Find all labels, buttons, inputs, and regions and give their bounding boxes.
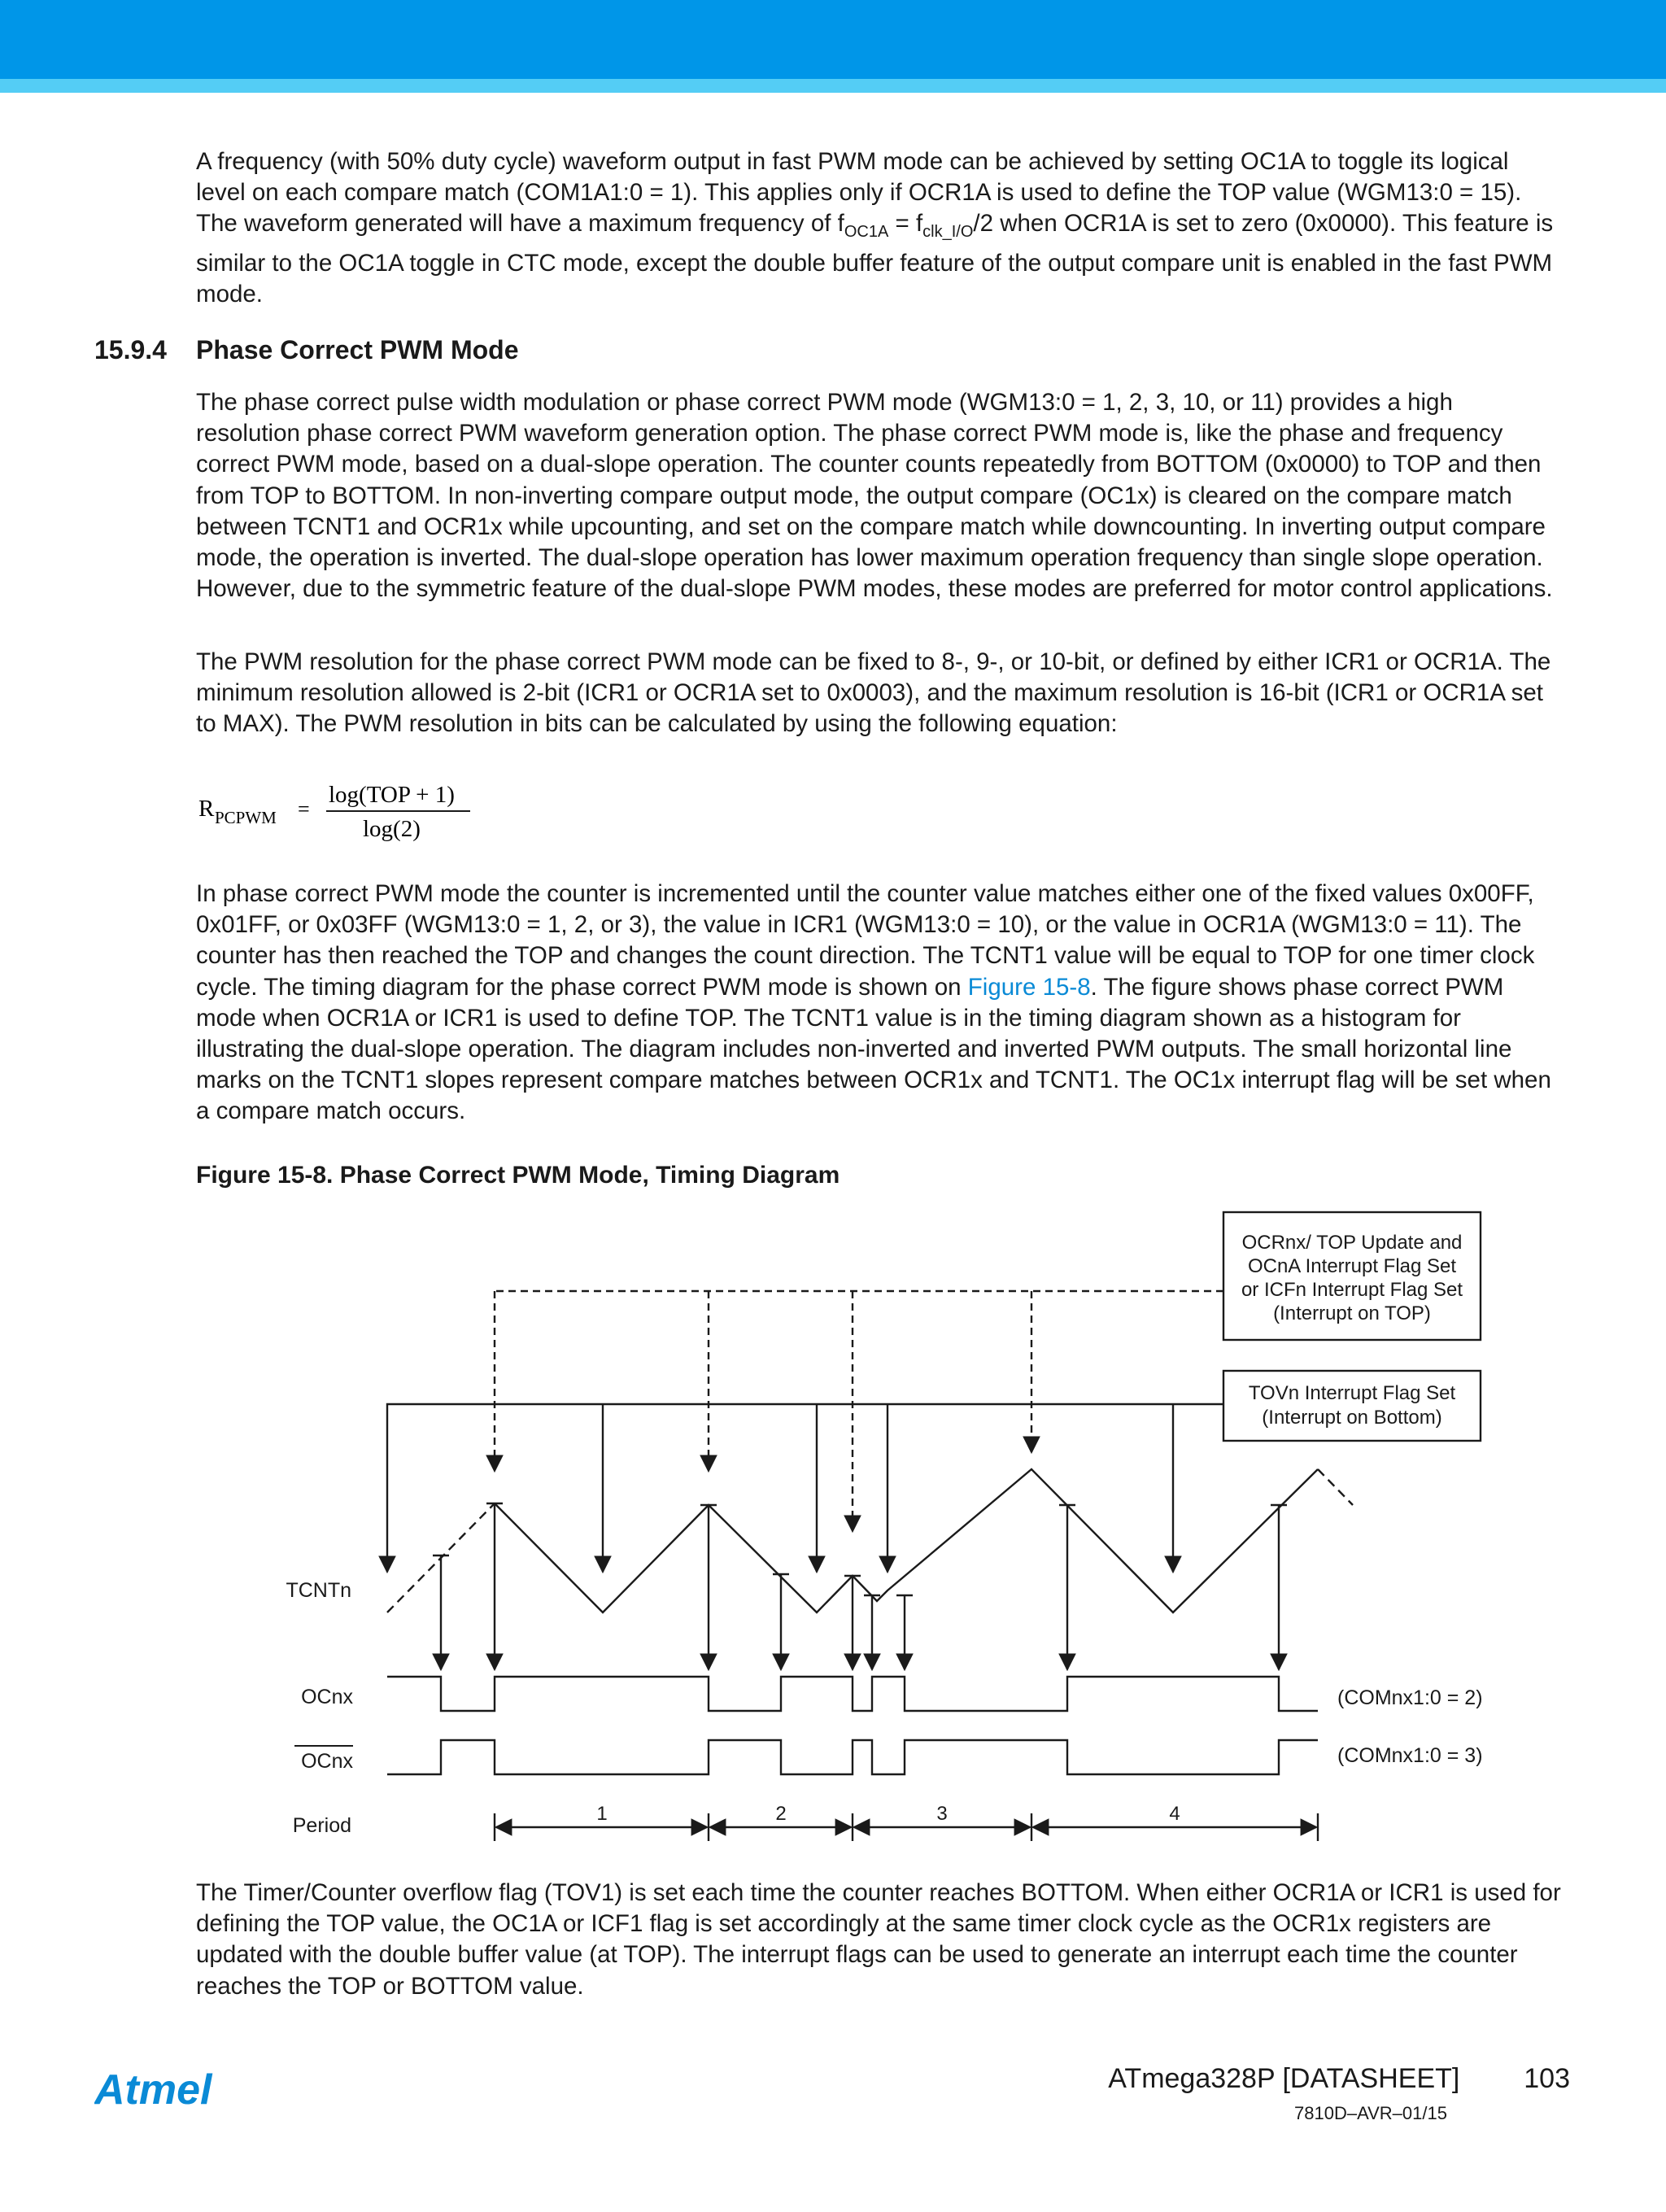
page-number: 103 — [1524, 2063, 1570, 2094]
top-box-line-1: OCRnx/ TOP Update and — [1241, 1232, 1463, 1254]
top-box-line-4: (Interrupt on TOP) — [1273, 1302, 1431, 1324]
bottom-box-line-1: TOVn Interrupt Flag Set — [1248, 1382, 1456, 1404]
eq-lhs: R — [198, 796, 215, 822]
eq-denominator: log(2) — [363, 816, 421, 842]
ocnx-label: OCnx — [301, 1686, 353, 1708]
atmel-logo-graphic — [94, 2066, 249, 2115]
svg-text:Atmel: Atmel — [94, 2066, 212, 2114]
period-label-2: 2 — [775, 1803, 787, 1825]
atmel-logo — [94, 2066, 249, 2119]
eq-numerator: log(TOP + 1) — [329, 782, 455, 808]
bottom-box-line-2: (Interrupt on Bottom) — [1262, 1407, 1442, 1429]
document-code: 7810D–AVR–01/15 — [1294, 2103, 1447, 2123]
figure-link[interactable]: Figure 15-8 — [967, 973, 1091, 1001]
eq-lhs-sub: PCPWM — [215, 808, 277, 827]
tcnt-final-dashed — [1318, 1469, 1353, 1505]
paragraph-counting: In phase correct PWM mode the counter is incremented until the counter value matches either one of the fixed values 0x00FF, 0x01FF, or 0x03FF (WGM13:0 = 1, 2, or 3), the value in ICR1 (WGM13:0 = 10), or the value in OCR1A (WGM13:0 = 11). The counter has then reached the TOP and changes the count direction. The TCNT1 value will be equal to TOP for one timer clock cycle. The timing diagram for the phase correct PWM mode is shown on Figure 15-8. The figure shows phase correct PWM mode when OCR1A or ICR1 is used to define TOP. The TCNT1 value is in the timing diagram shown as a histogram for illustrating the dual-slope operation. The diagram includes non-inverted and inverted PWM outputs. The small horizontal line marks on the TCNT1 slopes represent compare matches between OCR1x and TCNT1. The OC1x interrupt flag will be set when a compare match occurs. — [196, 880, 1551, 1125]
footer-title — [1108, 2063, 1570, 2095]
eq-equals: = — [298, 797, 310, 821]
tcnt-label: TCNTn — [286, 1579, 351, 1602]
top-box-line-3: or ICFn Interrupt Flag Set — [1241, 1279, 1463, 1301]
ocnx-inv-waveform — [387, 1740, 1318, 1774]
document-title: ATmega328P [DATASHEET] — [1108, 2063, 1460, 2094]
period-label-3: 3 — [936, 1803, 948, 1825]
period-label-4: 4 — [1169, 1803, 1180, 1825]
ocnx-waveform — [387, 1677, 1318, 1711]
figure-caption: Figure 15-8. Phase Correct PWM Mode, Timing Diagram — [196, 1162, 840, 1189]
bottom-interrupt-box — [1223, 1371, 1481, 1441]
paragraph-mode: The phase correct pulse width modulation or phase correct PWM mode (WGM13:0 = 1, 2, 3, 10, or 11) provides a high resolution phase correct PWM waveform generation option. The phase correct PWM mode is, like the phase and frequency correct PWM mode, based on a dual-slope operation. The counter counts repeatedly from BOTTOM (0x0000) to TOP and then from TOP to BOTTOM. In non-inverting compare output mode, the output compare (OC1x) is cleared on the compare match between TCNT1 and OCR1x while upcounting, and set on the compare match while downcounting. In inverting output compare mode, the operation is inverted. The dual-slope operation has lower maximum operation frequency than single slope operation. However, due to the symmetric feature of the dual-slope PWM modes, these modes are preferred for motor control applications. — [196, 389, 1553, 603]
bottom-interrupt-line — [387, 1404, 1223, 1572]
paragraph-tov: The Timer/Counter overflow flag (TOV1) is set each time the counter reaches BOTTOM. When either OCR1A or ICR1 is used for defining the TOP value, the OC1A or ICF1 flag is set accordingly at the same timer clock cycle as the OCR1x registers are updated with the double buffer value (at TOP). The interrupt flags can be used to generate an interrupt each time the counter reaches the TOP or BOTTOM value. — [196, 1879, 1561, 2000]
mode-noninverting: (COMnx1:0 = 2) — [1337, 1686, 1483, 1709]
mode-inverting: (COMnx1:0 = 3) — [1337, 1744, 1483, 1767]
section-number: 15.9.4 — [94, 335, 167, 364]
tcnt-waveform — [495, 1469, 1318, 1612]
period-label: Period — [292, 1814, 351, 1837]
period-label-1: 1 — [596, 1803, 608, 1825]
intro-paragraph: A frequency (with 50% duty cycle) waveform output in fast PWM mode can be achieved by setting OC1A to toggle its logical level on each compare match (COM1A1:0 = 1). This applies only if OCR1A is used to define the TOP value (WGM13:0 = 15). The waveform generated will have a maximum frequency of $f_{OC1A} = f_{clk\_I/O}/2$ when OCR1A is set to zero (0x0000). This feature is similar to the OC1A toggle in CTC mode, except the double buffer feature of the output compare unit is enabled in the fast PWM mode. — [196, 148, 1554, 308]
top-box-line-2: OCnA Interrupt Flag Set — [1247, 1255, 1457, 1277]
paragraph-resolution: The PWM resolution for the phase correct PWM mode can be fixed to 8-, 9-, or 10-bit, or defined by either ICR1 or OCR1A. The minimum resolution allowed is 2-bit (ICR1 or OCR1A set to 0x0003), and the maximum resolution is 16-bit (ICR1 or OCR1A set to MAX). The PWM resolution in bits can be calculated by using the following equation: — [196, 648, 1551, 738]
section-title: Phase Correct PWM Mode — [196, 335, 519, 364]
ocnx-inv-label: OCnx — [301, 1750, 353, 1773]
